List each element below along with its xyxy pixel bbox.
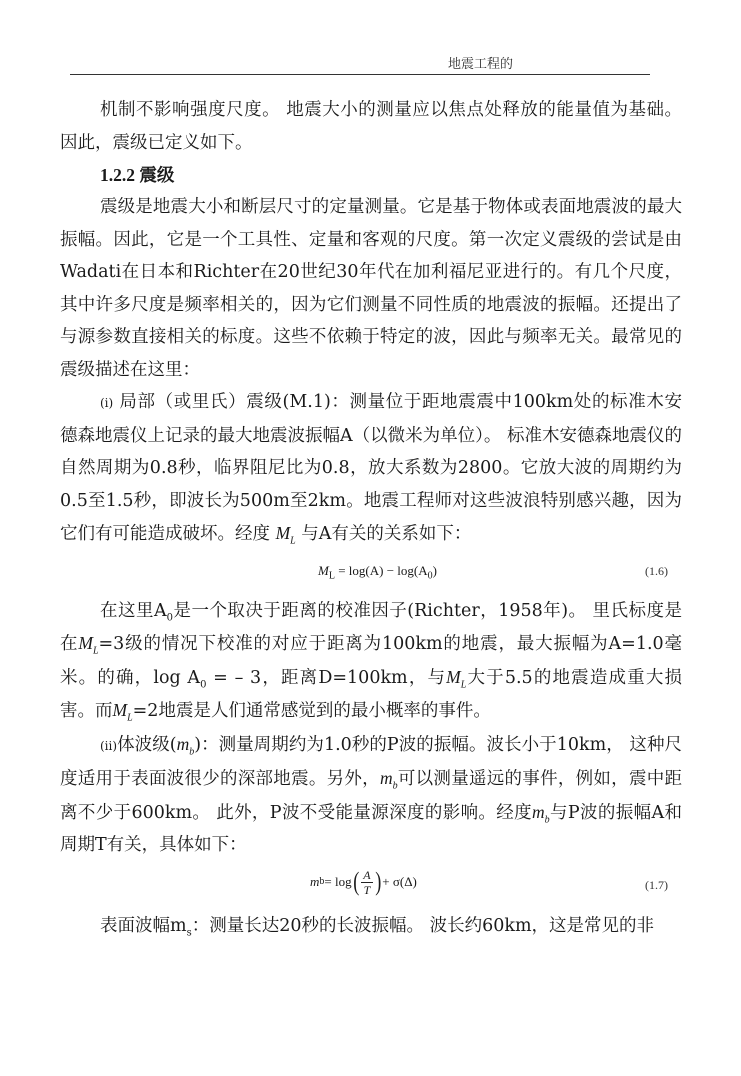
right-paren: ): [374, 867, 381, 896]
para4-s5: L: [127, 712, 133, 724]
paragraph-1: 机制不影响强度尺度。 地震大小的测量应以焦点处释放的能量值为基础。 因此，震级已定义如下。: [60, 100, 682, 153]
section-heading: [60, 159, 682, 191]
eq1-lhs: M: [318, 562, 329, 578]
equation-1-6-expression: [318, 562, 437, 582]
fraction-a-over-t: [361, 868, 372, 897]
para5-t1: 体波级(: [117, 734, 177, 755]
equation-number-1-6: (1.6): [645, 563, 668, 578]
left-paren: (: [352, 867, 359, 896]
paragraph-3: [60, 386, 682, 551]
symbol-ml-sub: L: [290, 535, 296, 547]
para4-v3: M: [112, 700, 128, 720]
para5-t2: )：测量周期约为1.0秒的P波的振幅。波长小于10km， 这种尺度适用于表面波很少的深部地震。另外，: [60, 734, 682, 789]
fraction-numerator: A: [363, 867, 371, 882]
running-header: [70, 50, 650, 75]
para5-v2: m: [379, 768, 393, 788]
eq2-lhs: m: [310, 874, 320, 889]
para6-t1: 表面波幅m: [100, 915, 187, 936]
header-title: 地震工程的: [448, 57, 514, 72]
para6-s1: s: [186, 927, 192, 938]
para3-text-b: 与A有关的关系如下：: [301, 524, 472, 544]
para4-v2: M: [446, 666, 461, 687]
equation-1-7: [60, 862, 682, 910]
para4-s4: L: [460, 679, 467, 690]
para5-v3: m: [532, 801, 545, 822]
fraction-denominator: T: [363, 882, 371, 897]
eq1-lhs-sub: L: [328, 570, 335, 582]
para4-t4: = – 3，距离D=100km，与: [206, 667, 447, 688]
para4-t1: 在这里A: [100, 600, 167, 621]
eq1-rhs: = log(A) − log(A: [334, 562, 428, 578]
para4-s1: 0: [166, 612, 173, 623]
para4-s3: 0: [200, 679, 207, 690]
equation-number-1-7: (1.7): [645, 877, 668, 892]
para5-t4: 与P波的振幅A和周期T有关，具体如下：: [60, 802, 682, 855]
eq1-rhs-sub: 0: [427, 570, 433, 582]
para4-s2: L: [92, 645, 99, 657]
para5-s3: b: [544, 814, 550, 825]
para4-v1: M: [78, 633, 93, 653]
eq2-eq: = log: [324, 874, 352, 889]
para5-s2: b: [392, 780, 398, 792]
page-body: [60, 94, 682, 942]
paragraph-5: [60, 728, 682, 862]
para4-t2: 是一个取决于距离的校准因子(Richter，1958年)。 里氏标度是在: [60, 600, 683, 654]
para6-t2: ：测量长达20秒的长波振幅。 波长约60km，这是常见的非: [191, 915, 655, 936]
equation-1-6: [60, 551, 682, 595]
equation-1-7-expression: m b = log ( $\frac{A}{T}$ ) + σ(Δ): [310, 867, 417, 897]
para4-t6: =2地震是人们通常感觉到的最小概率的事件。: [132, 701, 491, 721]
item-tag-i: (i): [100, 396, 114, 410]
para4-t5: 大于5.5的地震造成重大损害。而: [60, 667, 683, 721]
item-tag-ii: (ii): [100, 738, 118, 753]
paragraph-6: [60, 910, 682, 943]
para5-v1: m: [176, 733, 190, 754]
section-number: 1.2.2: [100, 165, 135, 185]
paragraph-2: 震级是地震大小和断层尺寸的定量测量。它是基于物体或表面地震波的最大振幅。因此，它是一个工具性、定量和客观的尺度。第一次定义震级的尝试是由Wadati在日本和Richter在20世纪30年代在加利福尼亚进行的。有几个尺度，其中许多尺度是频率相关的，因为它们测量不同性质的地震波的振幅。还提出了与源参数直接相关的标度。这些不依赖于特定的波，因此与频率无关。最常见的震级描述在这里：: [60, 197, 682, 380]
para5-t3: 可以测量遥远的事件，例如，震中距离不少于600km。 此外，P波不受能量源深度的影响。经度: [60, 769, 683, 823]
eq1-rhs-end: ): [432, 562, 437, 578]
para5-s1: b: [189, 746, 195, 757]
section-title: 震级: [139, 165, 175, 185]
symbol-ml: M: [275, 523, 291, 543]
para3-text-a: 局部（或里氏）震级(M.1)：测量位于距地震震中100km处的标准木安德森地震仪上记录的最大地震波振幅A（以微米为单位）。 标准木安德森地震仪的自然周期为0.8秒，临界阻尼比为0.8，放大系数为2800。它放大波的周期约为0.5至1.5秒，即波长为500m至2km。地震工程师对这些波浪特别感兴趣，因为它们有可能造成破坏。经度: [60, 392, 682, 544]
paragraph-4: [60, 595, 682, 728]
eq2-tail: + σ(Δ): [382, 874, 417, 889]
para4-t3: =3级的情况下校准的对应于距离为100km的地震，最大振幅为A=1.0毫米。的确，log A: [60, 634, 683, 688]
